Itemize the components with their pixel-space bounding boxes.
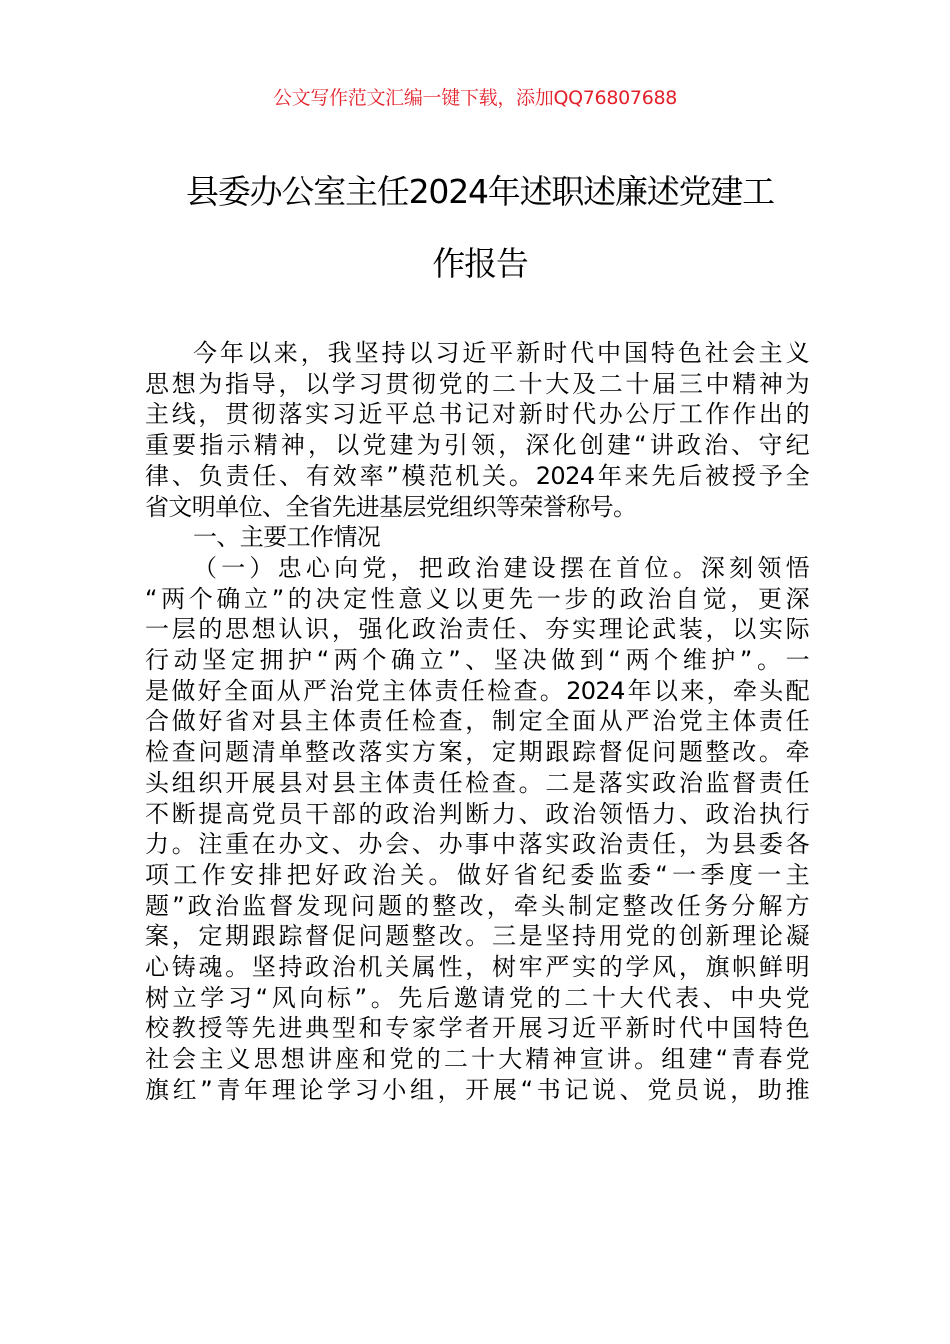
- text-line: 主线，贯彻落实习近平总书记对新时代办公厅工作作出的: [145, 400, 809, 429]
- text-line: 心铸魂。坚持政治机关属性，树牢严实的学风，旗帜鲜明: [145, 953, 809, 982]
- text-line: （一）忠心向党，把政治建设摆在首位。深刻领悟: [193, 553, 809, 582]
- document-title: [140, 156, 820, 300]
- text-line: 一层的思想认识，强化政治责任、夯实理论武装，以实际: [145, 615, 809, 644]
- document-body: [145, 338, 809, 1106]
- text-line: 思想为指导，以学习贯彻党的二十大及二十届三中精神为: [145, 369, 809, 398]
- text-line: 行动坚定拥护“两个确立”、坚决做到“两个维护”。一: [145, 646, 809, 675]
- text-line: 树立学习“风向标”。先后邀请党的二十大代表、中央党: [145, 983, 809, 1012]
- text-line: 案，定期跟踪督促问题整改。三是坚持用党的创新理论凝: [145, 922, 809, 951]
- title-line-2: 作报告: [432, 244, 528, 283]
- text-line: 力。注重在办文、办会、办事中落实政治责任，为县委各: [145, 830, 809, 859]
- text-line: 题”政治监督发现问题的整改，牵头制定整改任务分解方: [145, 891, 809, 920]
- text-line: 社会主义思想讲座和党的二十大精神宣讲。组建“青春党: [145, 1045, 809, 1074]
- intro-paragraph: [145, 338, 809, 522]
- text-line: 合做好省对县主体责任检查，制定全面从严治党主体责任: [145, 707, 809, 736]
- text-line: 重要指示精神，以党建为引领，深化创建“讲政治、守纪: [145, 431, 809, 460]
- text-line: 校教授等先进典型和专家学者开展习近平新时代中国特色: [145, 1014, 809, 1043]
- section-heading: [145, 522, 809, 553]
- text-line: 不断提高党员干部的政治判断力、政治领悟力、政治执行: [145, 799, 809, 828]
- section-1-paragraph: [145, 553, 809, 1106]
- text-line: 省文明单位、全省先进基层党组织等荣誉称号。: [145, 492, 637, 521]
- text-line: 今年以来，我坚持以习近平新时代中国特色社会主义: [193, 339, 809, 367]
- heading-line: 一、主要工作情况: [193, 523, 381, 552]
- text-line: 旗红”青年理论学习小组，开展“书记说、党员说，助推: [145, 1075, 809, 1104]
- text-line: 律、负责任、有效率”模范机关。2024年来先后被授予全: [145, 461, 809, 490]
- text-line: 是做好全面从严治党主体责任检查。2024年以来，牵头配: [145, 676, 809, 705]
- text-line: 检查问题清单整改落实方案，定期跟踪督促问题整改。牵: [145, 738, 809, 767]
- text-line: 项工作安排把好政治关。做好省纪委监委“一季度一主: [145, 860, 809, 889]
- title-line-1: 县委办公室主任2024年述职述廉述党建工: [186, 172, 774, 211]
- text-line: “两个确立”的决定性意义以更先一步的政治自觉，更深: [145, 584, 809, 613]
- text-line: 头组织开展县对县主体责任检查。二是落实政治监督责任: [145, 768, 809, 797]
- download-promo-banner: 公文写作范文汇编一键下载，添加QQ76807688: [272, 87, 678, 109]
